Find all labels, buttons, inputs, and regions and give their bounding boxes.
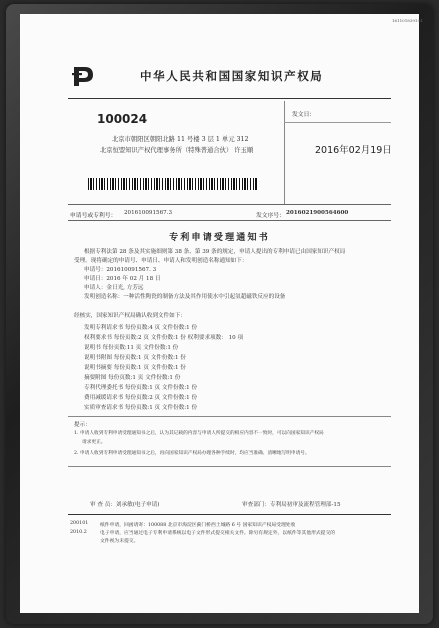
application-row-top-rule <box>68 204 391 205</box>
field-application-date: 申请日：2016 年 02 月 18 日 <box>84 276 161 282</box>
document-page <box>20 14 423 613</box>
field-invention-title: 发明创造名称：一种活性陶瓷的制备方法及其作用使水中引起氢超磁铁反应的设备 <box>84 294 286 300</box>
send-date-label: 发文日： <box>292 112 316 118</box>
examiner-label: 审 查 员：刘承敏(电子申请) <box>90 502 160 508</box>
serial-number: 161101839194 <box>392 18 423 23</box>
file-item: 实质审查请求书 每份页数:1 页 文件份数:1 份 <box>84 405 198 411</box>
note-2: 2. 申请人收到专利申请受理通知书之后，再向国家知识产权局办理各种手续时，均应当准确、清晰地写明申请号。 <box>74 451 310 456</box>
intro-line-1: 根据专利法第 28 条及其实施细则第 38 条、第 39 条的规定，申请人提出的专利申请已由国家知识产权局 <box>84 249 346 255</box>
date-box-rule <box>284 122 391 123</box>
application-no-value: 201610091567.3 <box>124 210 173 216</box>
field-application-no: 申请号：201610091567. 3 <box>84 267 157 273</box>
document-barcode <box>88 178 258 190</box>
file-item: 说明书摘要 每份页数:1 页 文件份数:1 份 <box>84 365 186 371</box>
file-item: 权利要求书 每份页数:2 页 文件份数:1 份 权利要求项数： 10 项 <box>84 335 244 341</box>
file-item: 说明书附图 每份页数:1 页 文件份数:1 份 <box>84 355 186 361</box>
examiner-dept: 审查部门：专利局初审及流程管理部-15 <box>242 502 341 508</box>
field-applicant: 申请人：金日光, 方芳远 <box>84 285 144 291</box>
application-row-bottom-rule <box>68 220 391 221</box>
zip-code: 100024 <box>97 112 148 126</box>
footer-code-1: 200101 <box>70 521 89 526</box>
file-item: 摘要附图 每份页数:1 页 文件份数:1 份 <box>84 375 181 381</box>
file-item: 费用减缓请求书 每份页数:2 页 文件份数:1 份 <box>84 395 198 401</box>
examiner-top-rule <box>68 466 391 467</box>
footer-line-3: 文件视为未提交。 <box>100 539 139 544</box>
file-item: 专利代理委托书 每份页数:1 页 文件份数:1 份 <box>84 385 198 391</box>
send-serial-label: 发文序号： <box>256 213 285 219</box>
header-rule <box>68 98 391 99</box>
office-title: 中华人民共和国国家知识产权局 <box>140 69 324 83</box>
send-serial-value: 2016021900564600 <box>286 210 349 216</box>
note-1-cont: 请求更正。 <box>82 440 106 445</box>
intro-line-2: 受理。现将确定的申请号、申请日、申请人和发明创造名称通知如下： <box>74 258 248 264</box>
notice-title: 专利申请受理通知书 <box>169 233 270 243</box>
notes-top-rule <box>68 416 391 417</box>
footer-line-1: 纸件申请，回函请寄：100088 北京市海淀区蓟门桥西土城路 6 号 国家知识产权局受理处收 <box>100 523 296 528</box>
notes-title: 提示： <box>74 422 91 428</box>
address-line-1: 北京市朝阳区朝阳北路 11 号楼 3 层 1 单元 312 <box>112 136 249 143</box>
files-intro: 经核实，国家知识产权局确认收到文件如下： <box>74 313 186 319</box>
date-box-divider <box>284 101 285 204</box>
footer-line-2: 电子申请，应当通过电子专利申请系统以电子文件形式提交相关文件。除另有规定外，以纸件等其他形式提交的 <box>100 531 336 536</box>
note-1: 1. 申请人收到专利申请受理通知书之后，认为其记载的内容与申请人所提交的相应内容不一致时，可以向国家知识产权局 <box>74 431 324 436</box>
file-item: 发明专利请求书 每份页数:4 页 文件份数:1 份 <box>84 325 198 331</box>
footer-code-2: 2010.2 <box>70 530 87 535</box>
file-item: 说明书 每份页数:11 页 文件份数:1 份 <box>84 345 179 351</box>
footer-rule <box>68 514 391 515</box>
office-logo <box>70 64 96 90</box>
address-line-2: 北京恒盟知识产权代理事务所（特殊普通合伙） 许玉順 <box>100 147 254 154</box>
send-date-value: 2016年02月19日 <box>315 145 392 156</box>
application-no-label: 申请号或专利号： <box>70 213 117 219</box>
